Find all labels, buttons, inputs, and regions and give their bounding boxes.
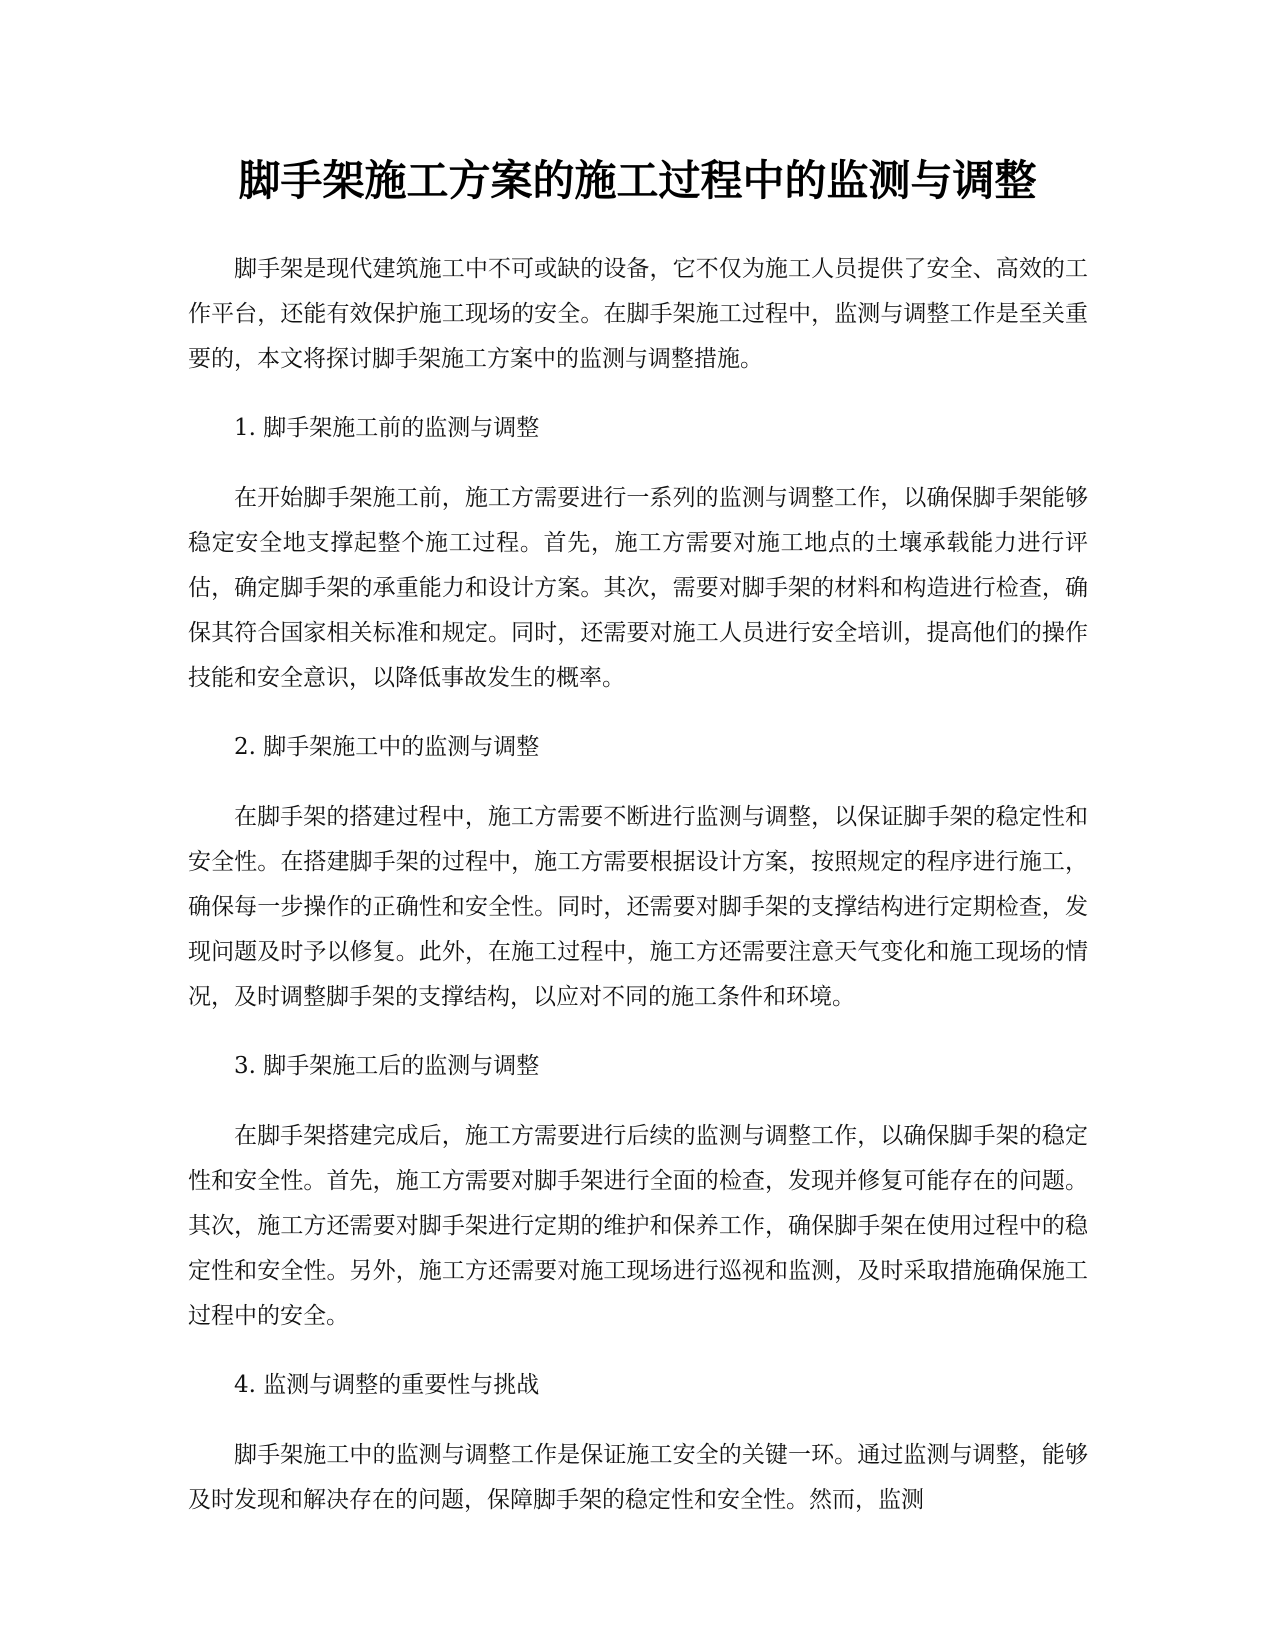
section-body-4: 脚手架施工中的监测与调整工作是保证施工安全的关键一环。通过监测与调整，能够及时发现和解决存在的问题，保障脚手架的稳定性和安全性。然而，监测 [188,1442,1088,1513]
section-heading-1: 1. 脚手架施工前的监测与调整 [234,415,540,441]
document-title: 脚手架施工方案的施工过程中的监测与调整 [238,156,1037,205]
section-heading-3: 3. 脚手架施工后的监测与调整 [234,1053,540,1079]
section-heading-4: 4. 监测与调整的重要性与挑战 [234,1372,540,1398]
section-body-2: 在脚手架的搭建过程中，施工方需要不断进行监测与调整，以保证脚手架的稳定性和安全性。在搭建脚手架的过程中，施工方需要根据设计方案，按照规定的程序进行施工，确保每一步操作的正确性和安全性。同时，还需要对脚手架的支撑结构进行定期检查，发现问题及时予以修复。此外，在施工过程中，施工方还需要注意天气变化和施工现场的情况，及时调整脚手架的支撑结构，以应对不同的施工条件和环境。 [188,804,1088,1010]
intro-paragraph: 脚手架是现代建筑施工中不可或缺的设备，它不仅为施工人员提供了安全、高效的工作平台，还能有效保护施工现场的安全。在脚手架施工过程中，监测与调整工作是至关重要的，本文将探讨脚手架施工方案中的监测与调整措施。 [188,256,1088,372]
section-body-1: 在开始脚手架施工前，施工方需要进行一系列的监测与调整工作，以确保脚手架能够稳定安全地支撑起整个施工过程。首先，施工方需要对施工地点的土壤承载能力进行评估，确定脚手架的承重能力和设计方案。其次，需要对脚手架的材料和构造进行检查，确保其符合国家相关标准和规定。同时，还需要对施工人员进行安全培训，提高他们的操作技能和安全意识，以降低事故发生的概率。 [188,485,1088,691]
section-body-3: 在脚手架搭建完成后，施工方需要进行后续的监测与调整工作，以确保脚手架的稳定性和安全性。首先，施工方需要对脚手架进行全面的检查，发现并修复可能存在的问题。其次，施工方还需要对脚手架进行定期的维护和保养工作，确保脚手架在使用过程中的稳定性和安全性。另外，施工方还需要对施工现场进行巡视和监测，及时采取措施确保施工过程中的安全。 [188,1123,1088,1329]
document-body [188,247,1088,1523]
section-heading-2: 2. 脚手架施工中的监测与调整 [234,734,540,760]
